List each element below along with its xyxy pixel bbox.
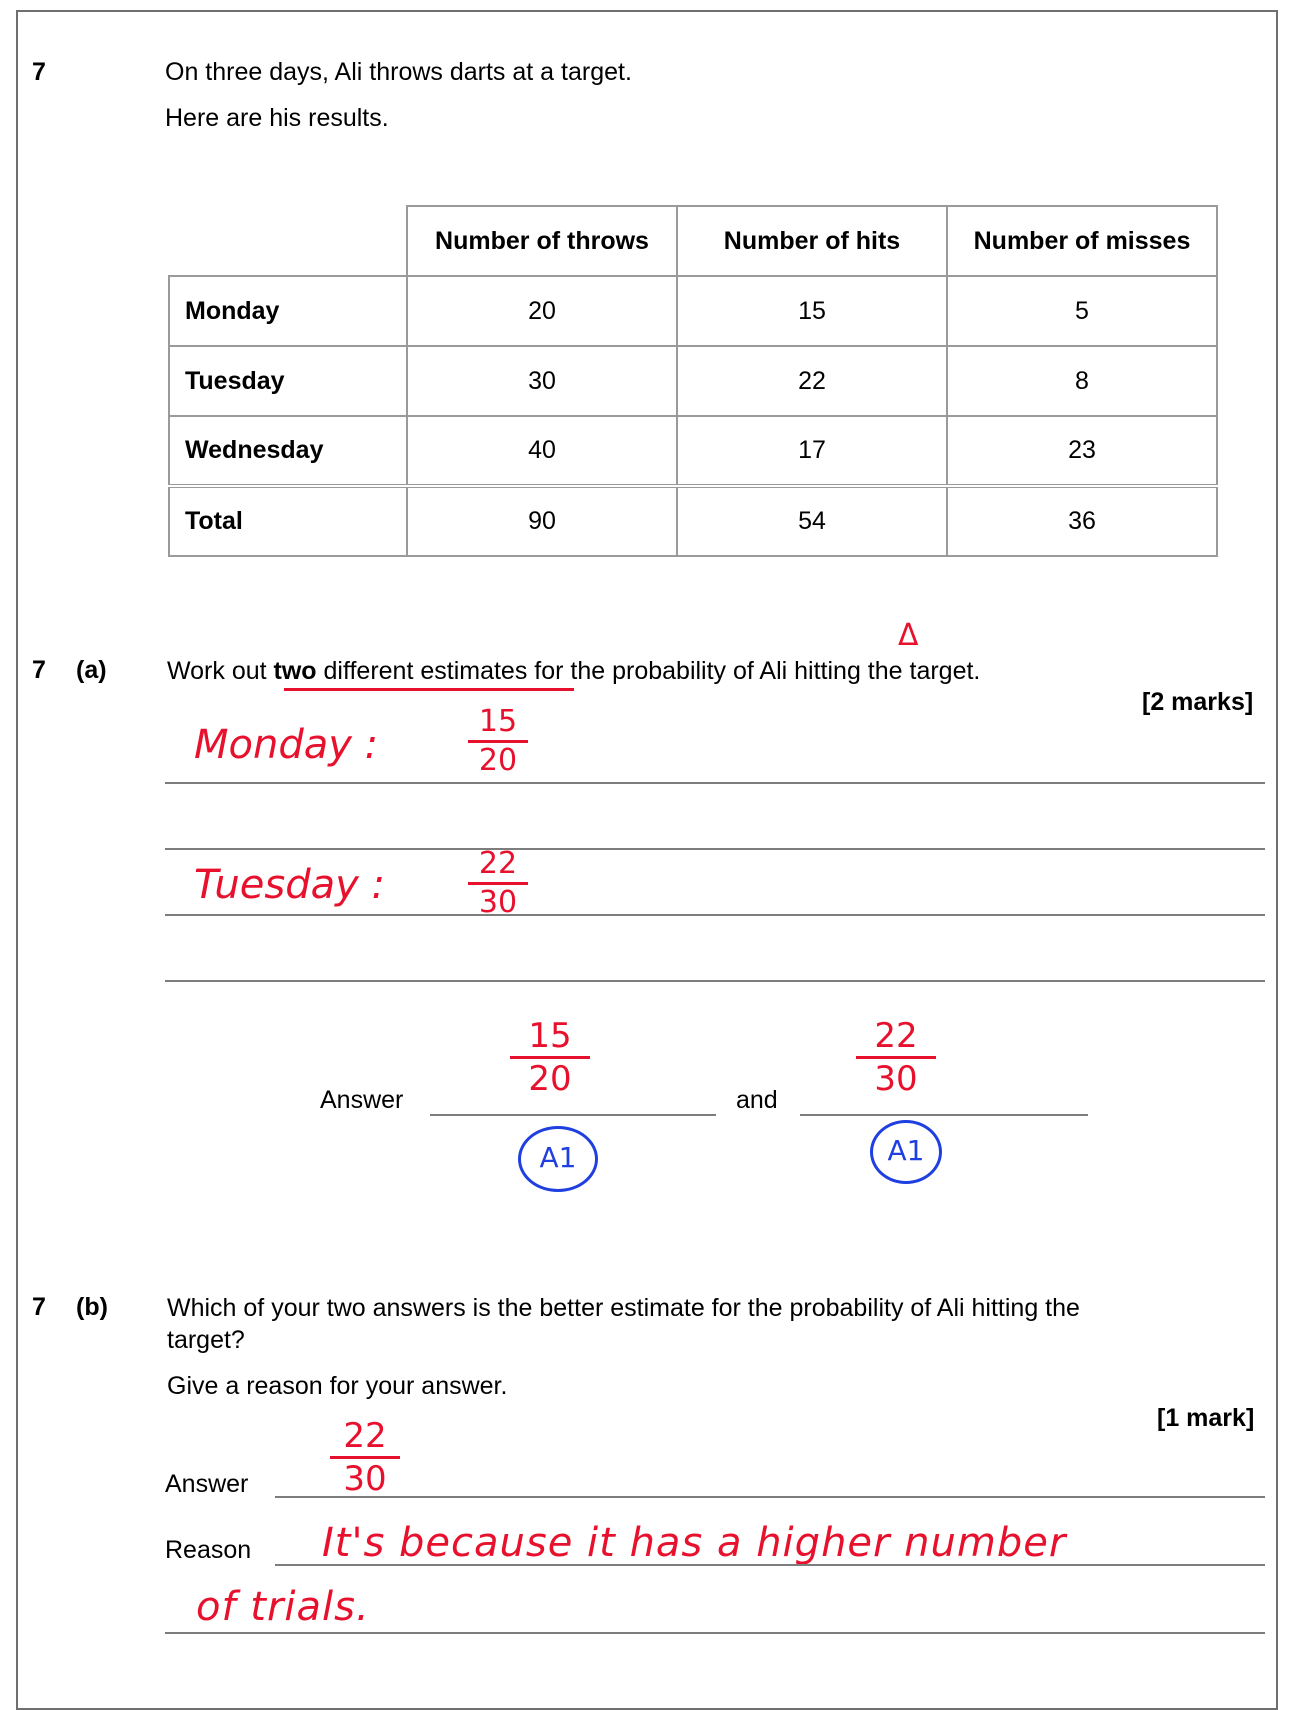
cell-value: 5 bbox=[947, 276, 1217, 346]
header-misses: Number of misses bbox=[947, 206, 1217, 276]
cell-value: 15 bbox=[677, 276, 947, 346]
cell-value: 54 bbox=[677, 486, 947, 556]
question-number: 7 bbox=[32, 58, 46, 86]
part-b-letter: (b) bbox=[76, 1293, 108, 1321]
reason-text-line-2: of trials. bbox=[196, 1584, 370, 1630]
table-header-row bbox=[169, 206, 1217, 276]
cell-value: 90 bbox=[407, 486, 677, 556]
part-b-instruction: Give a reason for your answer. bbox=[167, 1372, 508, 1400]
reason-label: Reason bbox=[165, 1536, 252, 1564]
intro-line-2: Here are his results. bbox=[165, 104, 389, 132]
part-a-letter: (a) bbox=[76, 656, 107, 684]
part-a-answer-label: Answer bbox=[320, 1086, 404, 1114]
a1-mark-2: A1 bbox=[870, 1120, 942, 1184]
cell-value: 22 bbox=[677, 346, 947, 416]
part-b-question-line-2: target? bbox=[167, 1326, 245, 1354]
table-corner bbox=[169, 206, 407, 276]
answer-2-line bbox=[800, 1114, 1088, 1116]
answer-line bbox=[165, 914, 1265, 916]
working-tuesday-fraction: 22 30 bbox=[468, 848, 528, 919]
row-day: Tuesday bbox=[169, 346, 407, 416]
part-b-answer-line bbox=[275, 1496, 1265, 1498]
cell-value: 17 bbox=[677, 416, 947, 486]
header-hits: Number of hits bbox=[677, 206, 947, 276]
part-b-answer-fraction: 22 30 bbox=[330, 1418, 400, 1497]
answer-1-fraction: 15 20 bbox=[510, 1018, 590, 1097]
part-a-number: 7 bbox=[32, 656, 46, 684]
annotation-triangle: Δ bbox=[898, 618, 919, 653]
answer-1-line bbox=[430, 1114, 716, 1116]
red-underline bbox=[284, 688, 574, 691]
part-b-marks: [1 mark] bbox=[1157, 1404, 1255, 1432]
table-row bbox=[169, 416, 1217, 486]
working-monday-label: Monday : bbox=[194, 722, 379, 768]
row-day: Total bbox=[169, 486, 407, 556]
answer-line bbox=[165, 980, 1265, 982]
cell-value: 23 bbox=[947, 416, 1217, 486]
emphasis-two: two bbox=[273, 657, 317, 685]
part-b-number: 7 bbox=[32, 1293, 46, 1321]
table-row-total bbox=[169, 486, 1217, 556]
working-monday-fraction: 15 20 bbox=[468, 706, 528, 777]
answer-line bbox=[165, 848, 1265, 850]
part-b-answer-label: Answer bbox=[165, 1470, 249, 1498]
row-day: Wednesday bbox=[169, 416, 407, 486]
table-row bbox=[169, 276, 1217, 346]
working-tuesday-label: Tuesday : bbox=[194, 862, 385, 908]
row-day: Monday bbox=[169, 276, 407, 346]
header-throws: Number of throws bbox=[407, 206, 677, 276]
cell-value: 8 bbox=[947, 346, 1217, 416]
reason-line bbox=[275, 1564, 1265, 1566]
cell-value: 30 bbox=[407, 346, 677, 416]
results-table bbox=[168, 205, 1218, 557]
part-a-question: Work out two different estimates for the probability of Ali hitting the target. bbox=[167, 657, 981, 685]
intro-line-1: On three days, Ali throws darts at a target. bbox=[165, 58, 632, 86]
reason-text-line-1: It's because it has a higher number bbox=[322, 1520, 1067, 1566]
table-row bbox=[169, 346, 1217, 416]
part-b-question-line-1: Which of your two answers is the better estimate for the probability of Ali hitting the bbox=[167, 1294, 1080, 1322]
a1-mark-1: A1 bbox=[518, 1126, 598, 1192]
answer-line bbox=[165, 782, 1265, 784]
cell-value: 20 bbox=[407, 276, 677, 346]
cell-value: 40 bbox=[407, 416, 677, 486]
and-label: and bbox=[736, 1086, 778, 1114]
reason-line bbox=[165, 1632, 1265, 1634]
cell-value: 36 bbox=[947, 486, 1217, 556]
answer-2-fraction: 22 30 bbox=[856, 1018, 936, 1097]
part-a-marks: [2 marks] bbox=[1142, 688, 1254, 716]
